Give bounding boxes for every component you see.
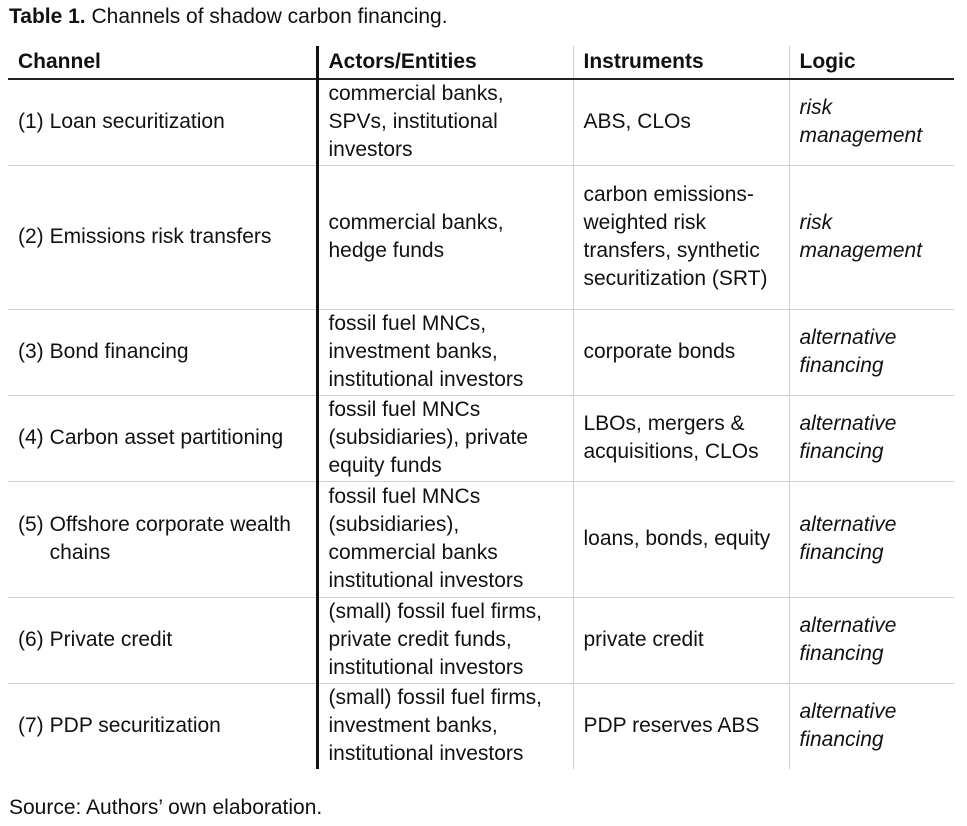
source-note: Source: Authors’ own elaboration. — [9, 796, 323, 819]
shadow-carbon-table — [8, 46, 954, 769]
table-row — [8, 309, 954, 395]
channel-number: (4) — [18, 426, 44, 449]
instruments-cell: LBOs, mergers & acquisitions, CLOs — [573, 395, 789, 481]
actors-cell: fossil fuel MNCs (subsidiaries), commercial banks institutional investors — [317, 481, 573, 597]
actors-cell: fossil fuel MNCs (subsidiaries), private equity funds — [317, 395, 573, 481]
channel-number: (6) — [18, 628, 44, 651]
header-instruments: Instruments — [573, 46, 789, 79]
channel-name: Offshore corporate wealth chains — [49, 513, 291, 564]
channel-name: PDP securitization — [49, 714, 221, 738]
instruments-cell: corporate bonds — [573, 309, 789, 395]
channel-number: (5) — [18, 513, 44, 536]
table-row — [8, 597, 954, 683]
table-caption-text: Channels of shadow carbon financing. — [91, 5, 448, 28]
header-actors: Actors/Entities — [317, 46, 573, 79]
channel-number: (3) — [18, 340, 44, 363]
actors-cell: fossil fuel MNCs, investment banks, institutional investors — [317, 309, 573, 395]
header-logic: Logic — [789, 46, 954, 79]
instruments-cell: loans, bonds, equity — [573, 481, 789, 597]
logic-cell: risk management — [789, 79, 954, 165]
channel-name: Carbon asset partitioning — [49, 426, 284, 449]
channel-number: (1) — [18, 110, 44, 134]
table-row — [8, 481, 954, 597]
channel-name: Emissions risk transfers — [49, 225, 272, 248]
actors-cell: commercial banks, SPVs, institutional investors — [317, 79, 573, 165]
instruments-cell: ABS, CLOs — [573, 79, 789, 165]
channel-cell — [8, 481, 317, 597]
channel-name: Bond financing — [49, 340, 189, 363]
logic-cell: alternative financing — [789, 309, 954, 395]
logic-cell: risk management — [789, 165, 954, 309]
logic-cell: alternative financing — [789, 481, 954, 597]
actors-cell: (small) fossil fuel firms, private credit funds, institutional investors — [317, 597, 573, 683]
channel-cell — [8, 165, 317, 309]
table-row — [8, 79, 954, 165]
header-channel: Channel — [8, 46, 317, 79]
channel-cell — [8, 79, 317, 165]
channel-number: (7) — [18, 714, 44, 738]
logic-cell: alternative financing — [789, 597, 954, 683]
actors-cell: commercial banks, hedge funds — [317, 165, 573, 309]
channel-name: Loan securitization — [49, 110, 225, 134]
channel-cell — [8, 683, 317, 769]
channel-name: Private credit — [49, 628, 173, 651]
table-row — [8, 683, 954, 769]
instruments-cell: private credit — [573, 597, 789, 683]
table-caption — [9, 4, 448, 30]
instruments-cell: carbon emissions-weighted risk transfers, synthetic securitization (SRT) — [573, 165, 789, 309]
channel-cell — [8, 395, 317, 481]
table-row — [8, 395, 954, 481]
channel-number: (2) — [18, 225, 44, 248]
instruments-cell: PDP reserves ABS — [573, 683, 789, 769]
channel-cell — [8, 309, 317, 395]
logic-cell: alternative financing — [789, 683, 954, 769]
header-row — [8, 46, 954, 79]
actors-cell: (small) fossil fuel firms, investment banks, institutional investors — [317, 683, 573, 769]
table-row — [8, 165, 954, 309]
channel-cell — [8, 597, 317, 683]
table-caption-label: Table 1. — [9, 5, 86, 28]
logic-cell: alternative financing — [789, 395, 954, 481]
